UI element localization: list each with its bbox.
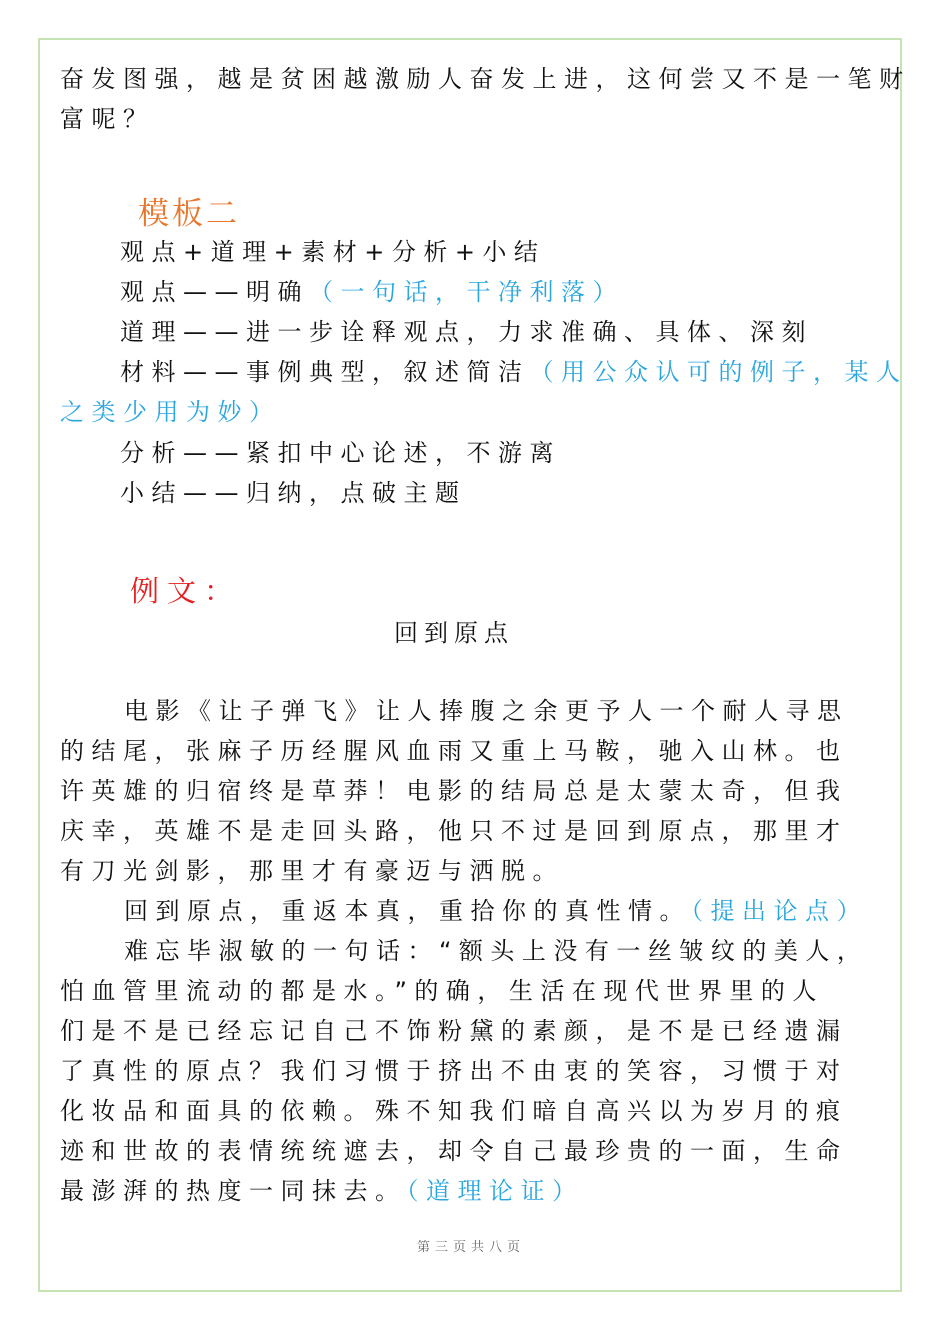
essay-title: 回到原点 <box>394 619 514 647</box>
para1-line: 许英雄的归宿终是草莽！电影的结局总是太蒙太奇，但我 <box>60 777 848 805</box>
para2-line <box>124 896 868 926</box>
para1-line: 的结尾，张麻子历经腥风血雨又重上马鞍，驰入山林。也 <box>60 737 848 765</box>
para3-line: 怕血管里流动的都是水。”的确，生活在现代世界里的人 <box>60 977 824 1005</box>
example-heading: 例文： <box>130 574 242 608</box>
para3-last-text: 最澎湃的热度一同抹去。 <box>60 1177 407 1205</box>
template-item-viewpoint <box>120 277 624 307</box>
para1-line: 庆幸，英雄不是走回头路，他只不过是回到原点，那里才 <box>60 817 848 845</box>
intro-line-1: 奋发图强，越是贫困越激励人奋发上进，这何尝又不是一笔财 <box>60 65 911 93</box>
item-text: 观点——明确 <box>120 278 309 306</box>
template-item-reasoning <box>120 317 813 347</box>
para2-text: 回到原点，重返本真，重拾你的真性情。 <box>124 897 691 925</box>
para3-line: 难忘毕淑敏的一句话：“额头上没有一丝皱纹的美人， <box>124 937 869 965</box>
item-text: 小结——归纳，点破主题 <box>120 479 467 507</box>
para3-line: 了真性的原点？我们习惯于挤出不由衷的笑容，习惯于对 <box>60 1057 848 1085</box>
item-text: 分析——紧扣中心论述，不游离 <box>120 439 561 467</box>
para1-line: 电影《让子弹飞》让人捧腹之余更予人一个耐人寻思 <box>124 697 849 725</box>
para2-note: （提出论点） <box>691 897 868 925</box>
para3-line: 化妆品和面具的依赖。殊不知我们暗自高兴以为岁月的痕 <box>60 1097 848 1125</box>
para3-line: 迹和世故的表情统统遮去，却令自己最珍贵的一面，生命 <box>60 1137 848 1165</box>
item-text: 道理——进一步诠释观点，力求准确、具体、深刻 <box>120 318 813 346</box>
page-number-footer: 第三页共八页 <box>416 1240 525 1255</box>
item-text: 材料——事例典型，叙述简洁 <box>120 358 530 386</box>
template-formula: 观点+道理+素材+分析+小结 <box>120 238 546 266</box>
para3-line: 们是不是已经忘记自己不饰粉黛的素颜，是不是已经遗漏 <box>60 1017 848 1045</box>
para1-line: 有刀光剑影，那里才有豪迈与洒脱。 <box>60 857 564 885</box>
template-item-material-note-cont: 之类少用为妙） <box>60 398 281 426</box>
para3-last-note: （道理论证） <box>406 1177 584 1205</box>
template-heading: 模板二 <box>138 196 240 232</box>
template-item-analysis <box>120 438 561 468</box>
item-note: （用公众认可的例子，某人 <box>529 358 908 386</box>
para3-last-line <box>60 1176 584 1206</box>
template-item-summary <box>120 478 467 508</box>
template-item-material <box>120 357 908 387</box>
item-note: （一句话，干净利落） <box>309 278 624 306</box>
intro-line-2: 富呢？ <box>60 105 155 133</box>
